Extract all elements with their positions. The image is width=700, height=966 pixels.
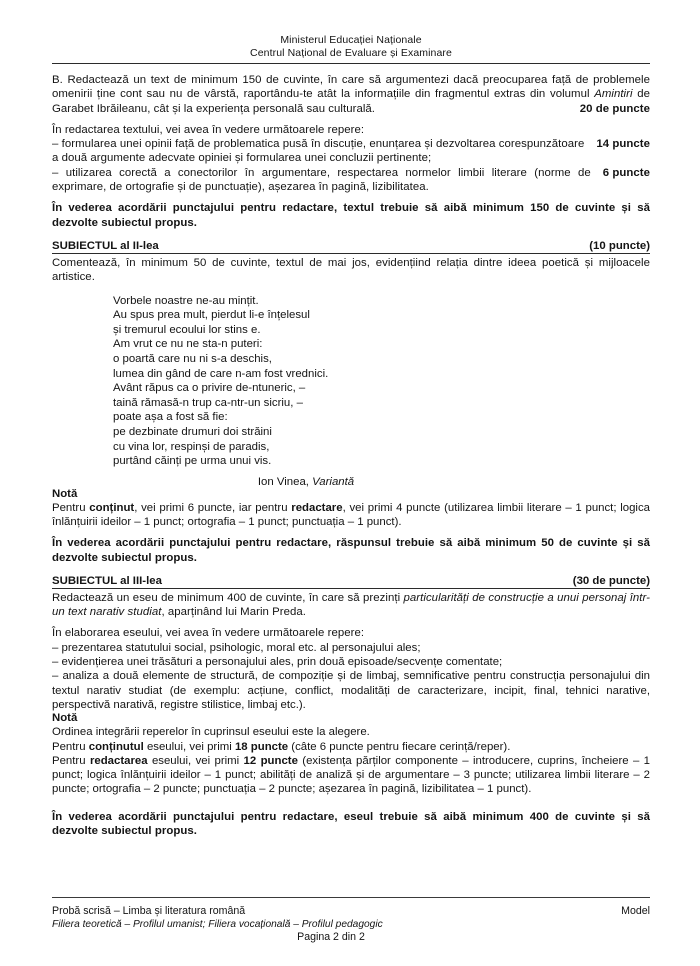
- poem-line: cu vina lor, respinși de paradis,: [113, 440, 270, 453]
- ministry-line: Ministerul Educației Naționale: [280, 34, 422, 46]
- subject-2-task: Comentează, în minimum 50 de cuvinte, textul de mai jos, evidențiind relația dintre ideea poetică și mijloacele artistice.: [52, 256, 650, 284]
- document-footer: [52, 897, 650, 944]
- document-header: [52, 34, 650, 60]
- footer-top-row: [52, 905, 650, 918]
- subject-3-title: SUBIECTUL al III-lea: [52, 574, 162, 587]
- subject-3-task-a: Redactează un eseu de minimum 400 de cuvinte, în care să prezinți: [52, 591, 404, 604]
- subject-2-nota-scoring: [52, 501, 650, 530]
- nota3-r-a: Pentru: [52, 754, 90, 767]
- center-line: Centrul Național de Evaluare și Examinare: [250, 47, 452, 59]
- poem-author: Ion Vinea,: [257, 475, 313, 488]
- nota3-18-puncte: 18 puncte: [234, 740, 289, 753]
- nota3-redactarea: redactarea: [89, 754, 148, 767]
- subject-3-nota-content: [52, 740, 650, 754]
- subject-3-repere-intro: În elaborarea eseului, vei avea în vedere următoarele repere:: [52, 627, 365, 640]
- poem-line: Am vrut ce nu ne sta-n puteri:: [113, 338, 263, 351]
- subject-3-task: [52, 591, 650, 620]
- nota3-c-c: eseului, vei primi: [143, 740, 235, 753]
- subject-2-title: SUBIECTUL al II-lea: [52, 239, 159, 252]
- subject-3-bullet-3: – analiza a două elemente de structură, de compoziție și de limbaj, semnificative pentru construcția personajului din textul narativ studiat (de exemplu: acțiune, conflict, modalități de caracterizare, incipit, final, tehnici narative, perspectivă narativă, registre stilistice, limbaj etc.).: [52, 670, 650, 711]
- subject-b-points: 20 de puncte: [579, 102, 650, 115]
- subject-3-closing: În vederea acordării punctajului pentru redactare, eseul trebuie să aibă minimum 400 de cuvinte și să dezvolte subiectul propus.: [52, 810, 650, 838]
- subject-b-bullet-1-points: 14 puncte: [596, 138, 650, 151]
- footer-page-number: Pagina 2 din 2: [297, 931, 365, 943]
- poem-line: poate așa a fost să fie:: [113, 411, 228, 424]
- subject-b-repere-intro: În redactarea textului, vei avea în vedere următoarele repere:: [52, 123, 365, 136]
- footer-model-label: Model: [621, 905, 650, 917]
- nota3-continutul: conținutul: [88, 740, 144, 753]
- nota2-c: , vei primi 6 puncte, iar pentru: [134, 501, 292, 514]
- subject-2-nota-title: Notă: [52, 487, 78, 500]
- poem-line: lumea din gând de care n-am fost vrednici.: [113, 367, 329, 380]
- poem-line: și tremurul ecoului lor stins e.: [113, 323, 261, 336]
- poem-line: Vorbele noastre ne-au mințit.: [113, 294, 259, 307]
- footer-profile-label: Filiera teoretică – Profilul umanist; Filiera vocațională – Profilul pedagogic: [52, 919, 383, 930]
- nota3-c-a: Pentru: [52, 740, 89, 753]
- poem-line: Avânt răpus ca o privire de-ntuneric, –: [113, 382, 306, 395]
- subject-3-bullet-2: – evidențierea unei trăsături a personajului ales, prin două episoade/secvențe comentate;: [52, 656, 503, 669]
- subject-2-points: (10 puncte): [589, 239, 650, 252]
- subject-b-intro: [52, 73, 650, 116]
- poem-line: taină rămasă-n trup ca-ntr-un sicriu, –: [113, 396, 303, 409]
- subject-3-nota-title: Notă: [52, 712, 78, 725]
- subject-3-task-b: , aparținând lui Marin Preda.: [161, 606, 306, 619]
- footer-exam-label: Probă scrisă – Limba și literatura română: [52, 905, 246, 917]
- subject-3-heading: [52, 575, 650, 589]
- nota2-redactare: redactare: [291, 501, 343, 514]
- subject-2-closing: În vederea acordării punctajului pentru redactare, răspunsul trebuie să aibă minimum 50 de cuvinte și să dezvolte subiectul propus.: [52, 537, 650, 564]
- subject-2-heading: [52, 240, 650, 254]
- poem-work-title: Variantă: [312, 475, 355, 488]
- subject-b-closing: În vederea acordării punctajului pentru redactare, textul trebuie să aibă minimum 150 de cuvinte și să dezvolte subiectul propus.: [52, 202, 650, 229]
- subject-b-bullet-1-text: – formularea unei opinii față de problematica pusă în discuție, enunțarea și dezvoltarea corespunzătoare a două argumente adecvate opiniei și formularea unei concluzii pertinente;: [52, 138, 585, 165]
- footer-divider: [52, 897, 650, 898]
- nota2-e: , vei primi 4 puncte (utilizarea limbii literare – 1 punct; logica înlănțuirii ideilor – 1 punct; ortografia – 1 punct; punctuația – 1 punct).: [52, 501, 650, 528]
- subject-b-bullet-2-text: – utilizarea corectă a conectorilor în argumentare, respectarea normelor limbii literare (norme de exprimare, de ortografie și de punctuație), așezarea în pagină, lizibilitatea.: [52, 166, 591, 194]
- nota3-12-puncte: 12 puncte: [243, 754, 298, 767]
- subject-b-bullet-2-points: 6 puncte: [602, 166, 650, 179]
- subject-b-intro-title: Amintiri: [594, 88, 633, 101]
- subject-b-bullet-1: [52, 137, 650, 166]
- nota3-c-e: (câte 6 puncte pentru fiecare cerință/reper).: [288, 740, 511, 753]
- subject-3-nota-redaction: [52, 754, 650, 797]
- subject-b-intro-b: de Garabet Ibrăileanu, cât și la experiența personală sau culturală.: [52, 88, 650, 115]
- nota2-a: Pentru: [52, 501, 90, 514]
- subject-3-nota-order: Ordinea integrării reperelor în cuprinsul eseului este la alegere.: [52, 726, 370, 739]
- poem-line: o poartă care nu ni s-a deschis,: [113, 352, 272, 365]
- poem-line: Au spus prea mult, pierdut li-e înțelesul: [113, 309, 310, 322]
- poem-line: purtând căinți pe urma unui vis.: [113, 455, 272, 468]
- poem-attribution: [52, 476, 650, 488]
- subject-3-task-emphasis: particularități de construcție a unui personaj într-un text narativ studiat: [52, 591, 650, 619]
- subject-3-points: (30 de puncte): [572, 574, 650, 587]
- subject-3-bullet-1: – prezentarea statutului social, psihologic, moral etc. al personajului ales;: [52, 641, 421, 654]
- nota3-r-c: eseului, vei primi: [147, 754, 244, 767]
- poem-block: [113, 294, 650, 469]
- subject-b-intro-a: B. Redactează un text de minimum 150 de cuvinte, în care să argumentezi dacă preocuparea față de problemele omenirii ține cont sau nu de vârstă, raportându-te atât la informațiile din fragmentul extras din volumul: [52, 74, 650, 101]
- subject-b-bullet-2: [52, 166, 650, 195]
- nota2-continut: conținut: [89, 501, 135, 514]
- header-divider: [52, 63, 650, 64]
- poem-line: pe dezbinate drumuri doi străini: [113, 425, 272, 438]
- nota3-r-e: (existența părților componente – introducere, cuprins, încheiere – 1 punct; logica înlănțuirii ideilor – 1 punct; abilități de analiză și de argumentare – 3 puncte; utilizarea limbii literare – 2 puncte; ortografia – 2 puncte; punctuația – 2 puncte; așezarea în pagină, lizibilitatea – 1 punct).: [52, 754, 650, 796]
